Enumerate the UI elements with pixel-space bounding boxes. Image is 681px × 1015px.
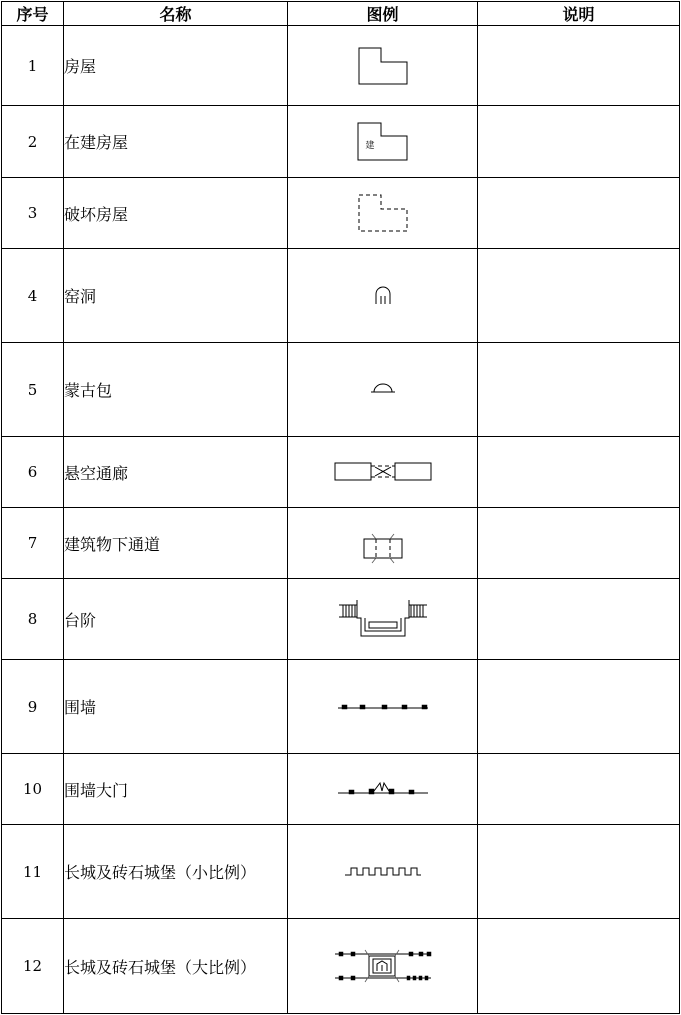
row-note [478,919,680,1014]
table-row [2,106,680,178]
table-row [2,343,680,437]
row-name: 围墙大门 [64,754,288,825]
row-note [478,249,680,343]
row-note [478,26,680,106]
table-row [2,919,680,1014]
row-name: 台阶 [64,579,288,660]
row-symbol [288,178,478,249]
great-wall-small-scale-icon [343,865,423,879]
header-symbol: 图例 [288,2,478,26]
header-seq: 序号 [2,2,64,26]
wall-gate-icon [336,779,430,799]
row-symbol [288,754,478,825]
construction-mark: 建 [364,140,375,151]
row-symbol [288,825,478,919]
row-seq: 12 [2,919,64,1014]
row-symbol [288,579,478,660]
row-note [478,579,680,660]
header-note: 说明 [478,2,680,26]
row-seq: 3 [2,178,64,249]
steps-icon [337,598,429,640]
row-seq: 9 [2,660,64,754]
row-seq: 1 [2,26,64,106]
table-row [2,660,680,754]
table-row [2,178,680,249]
yurt-icon [368,382,398,398]
table-row [2,825,680,919]
row-name: 建筑物下通道 [64,508,288,579]
row-note [478,754,680,825]
row-name: 悬空通廊 [64,437,288,508]
row-note [478,660,680,754]
row-symbol [288,660,478,754]
row-name: 围墙 [64,660,288,754]
header-name: 名称 [64,2,288,26]
row-name: 在建房屋 [64,106,288,178]
row-symbol [288,249,478,343]
table-row [2,508,680,579]
row-note [478,825,680,919]
row-symbol [288,508,478,579]
table-row [2,249,680,343]
row-note [478,343,680,437]
house-under-construction-icon [353,122,413,162]
row-note [478,508,680,579]
row-name: 长城及砖石城堡（小比例） [64,825,288,919]
great-wall-large-scale-icon [333,948,433,984]
row-note [478,106,680,178]
row-name: 长城及砖石城堡（大比例） [64,919,288,1014]
row-seq: 8 [2,579,64,660]
legend-table [1,1,680,1014]
row-seq: 4 [2,249,64,343]
table-row [2,437,680,508]
table-row [2,754,680,825]
row-seq: 6 [2,437,64,508]
row-symbol [288,26,478,106]
house-icon [353,46,413,86]
damaged-house-icon [353,193,413,233]
enclosing-wall-icon [336,701,430,713]
row-seq: 5 [2,343,64,437]
row-symbol [288,106,478,178]
row-symbol [288,437,478,508]
row-seq: 10 [2,754,64,825]
cave-dwelling-icon [371,284,395,308]
row-seq: 11 [2,825,64,919]
row-seq: 2 [2,106,64,178]
table-row [2,26,680,106]
row-symbol [288,343,478,437]
row-name: 蒙古包 [64,343,288,437]
passage-under-building-icon [358,530,408,566]
row-name: 窑洞 [64,249,288,343]
row-name: 破坏房屋 [64,178,288,249]
row-note [478,437,680,508]
elevated-corridor-icon [333,461,433,483]
row-symbol [288,919,478,1014]
table-row [2,579,680,660]
table-header-row [2,2,680,26]
row-seq: 7 [2,508,64,579]
row-note [478,178,680,249]
row-name: 房屋 [64,26,288,106]
